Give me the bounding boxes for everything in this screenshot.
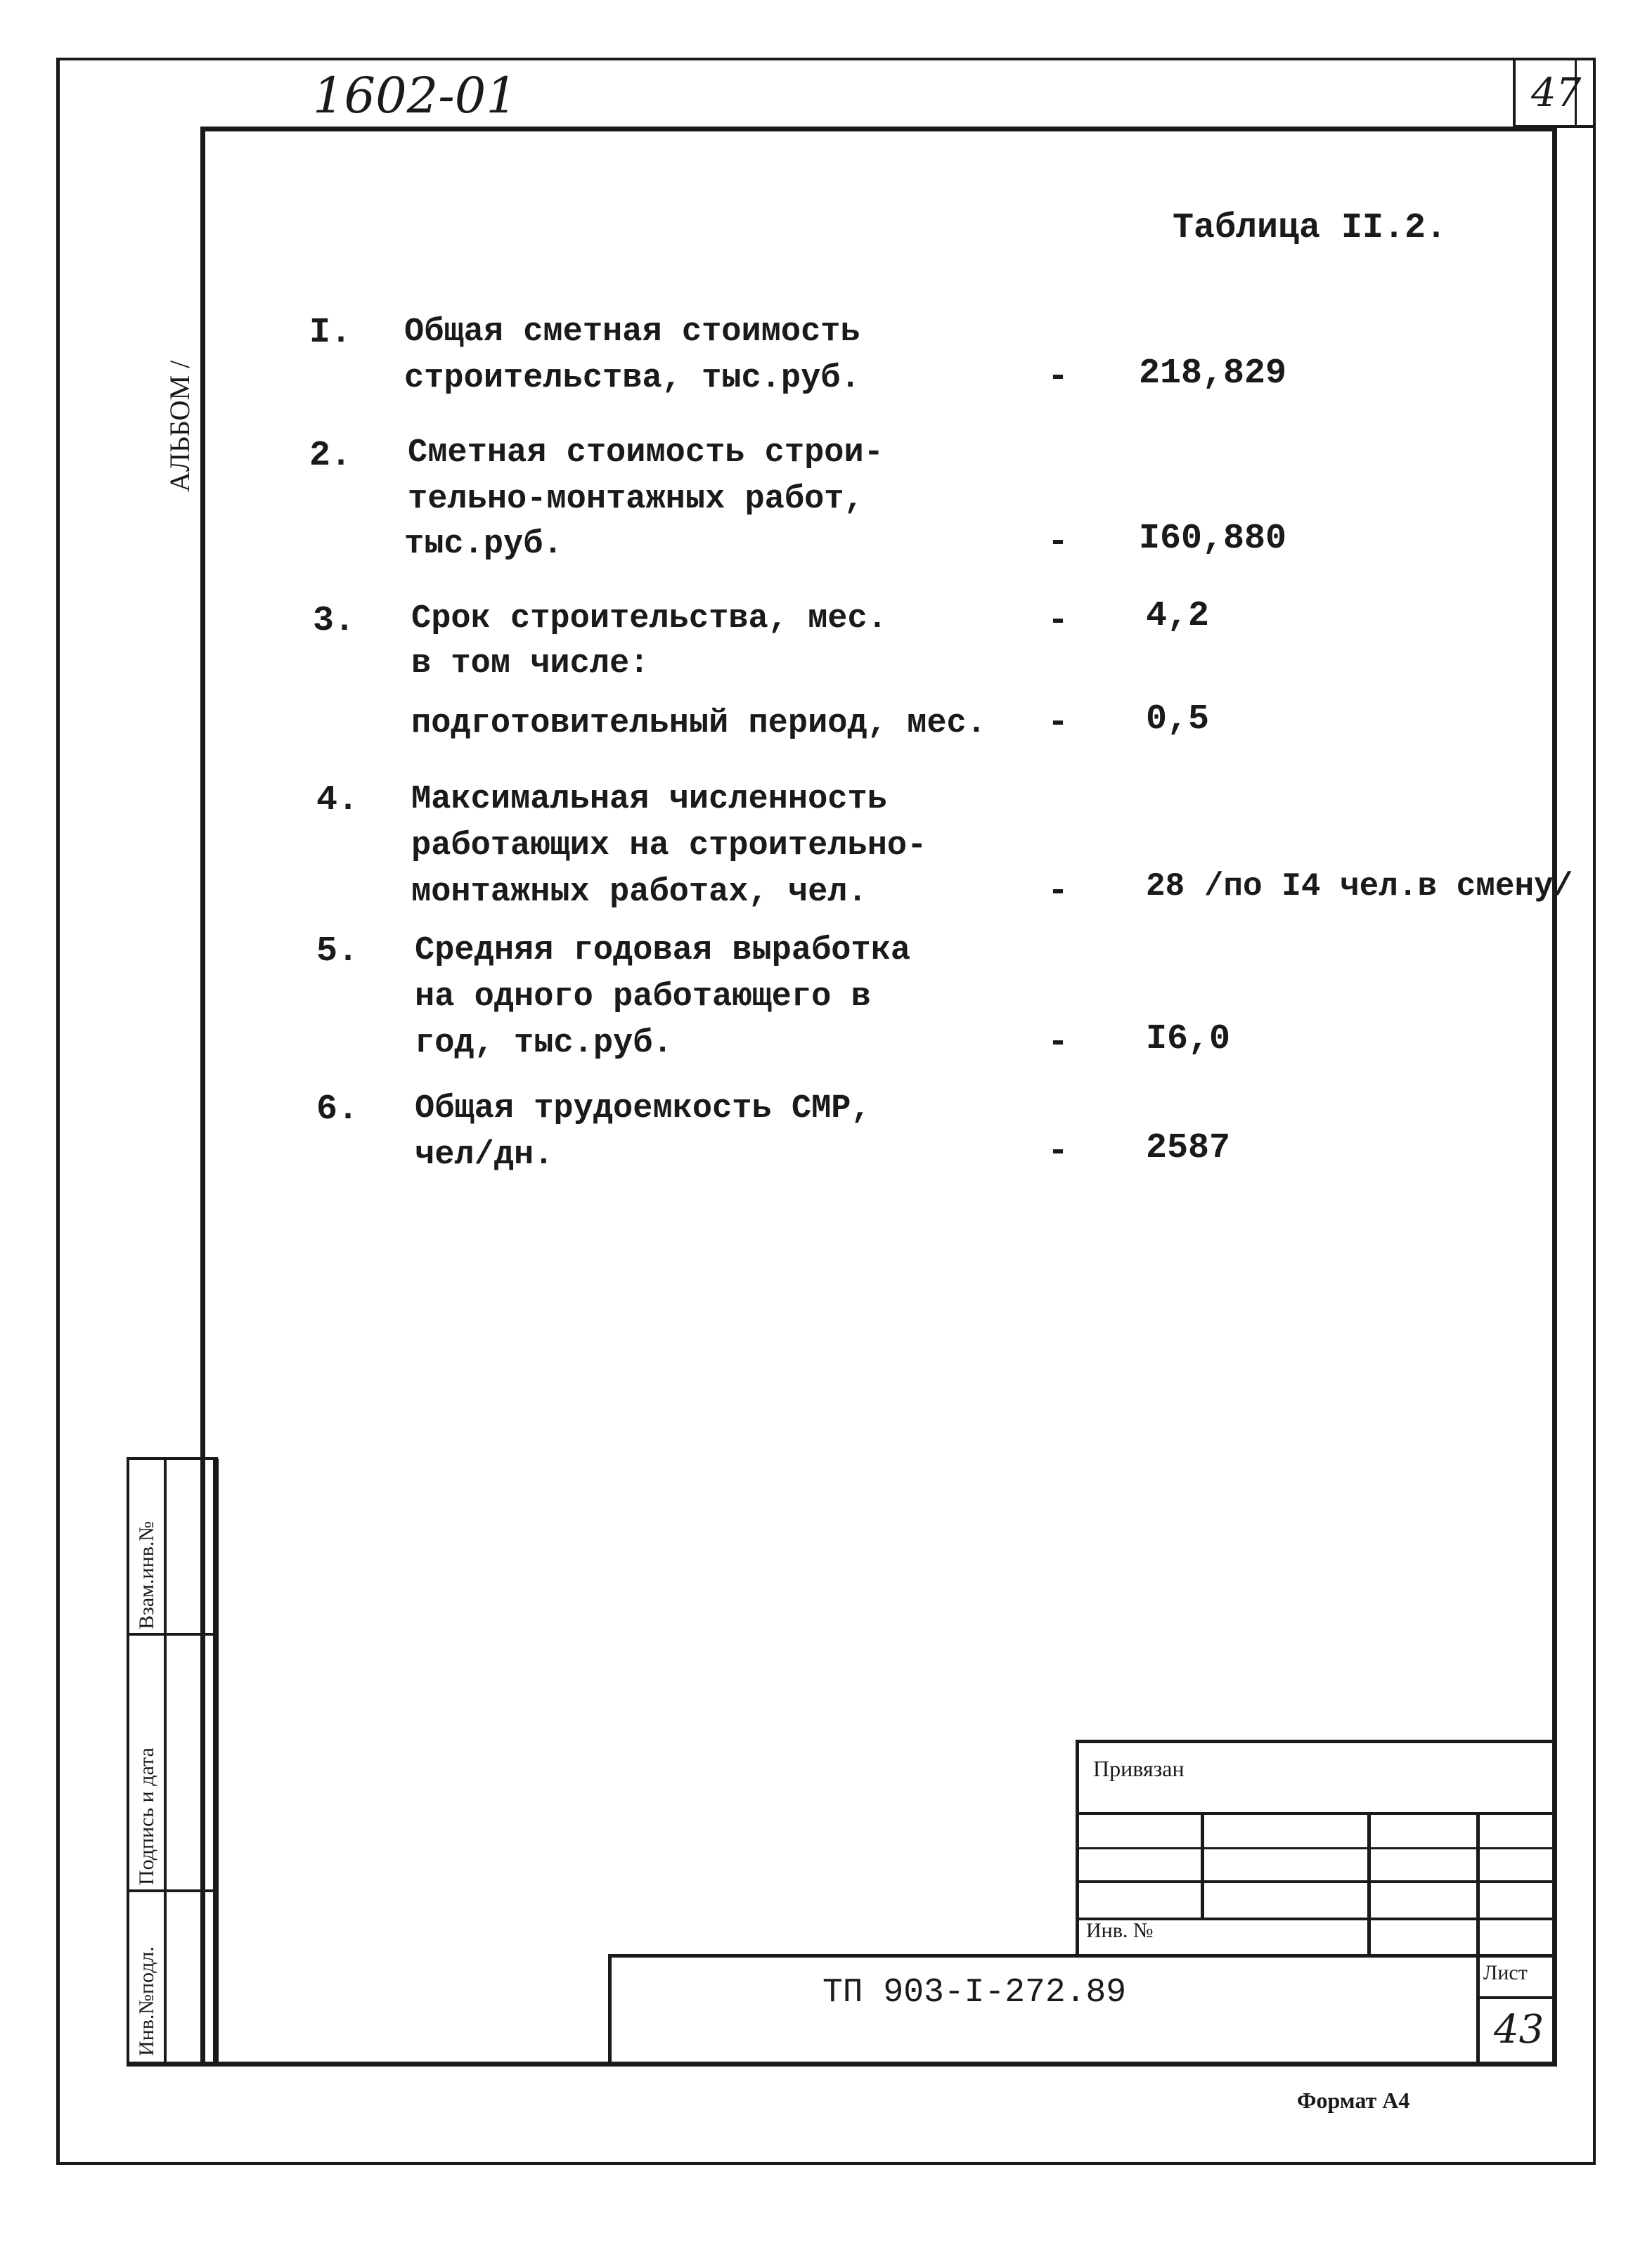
- handwritten-doc-code: 1602-01: [313, 67, 517, 124]
- handwritten-page-number: 47: [1531, 70, 1582, 116]
- item-2-dash: -: [1047, 522, 1069, 562]
- stamp-v3: [1476, 1812, 1480, 2062]
- title-block-doc-code: ТП 903-I-272.89: [822, 1974, 1127, 2012]
- item-5-line-1: Средняя годовая выработка: [415, 932, 911, 969]
- item-4-dash: -: [1047, 872, 1069, 912]
- item-3-number: 3.: [313, 601, 356, 641]
- side-stamp-inv-podl: Инв.№подл.: [135, 1946, 158, 2056]
- item-6-number: 6.: [316, 1090, 359, 1130]
- stamp-top: [1076, 1740, 1554, 1743]
- stamp-h3: [1076, 1880, 1554, 1883]
- side-stamp-top: [127, 1457, 218, 1460]
- item-2-number: 2.: [309, 436, 352, 476]
- title-block-list-divider: [1476, 1996, 1554, 1999]
- item-4-line-1: Максимальная численность: [411, 781, 887, 818]
- side-stamp-vzam-inv: Взам.инв.№: [135, 1520, 158, 1629]
- item-4-number: 4.: [316, 780, 359, 820]
- item-3-sub-line: подготовительный период, мес.: [411, 705, 986, 742]
- side-stamp-h1: [127, 1633, 218, 1636]
- album-label: АЛЬБОМ /: [164, 360, 195, 492]
- item-1-line-1: Общая сметная стоимость: [404, 313, 860, 351]
- side-stamp-line-3: [213, 1459, 219, 2067]
- item-6-line-1: Общая трудоемкость СМР,: [415, 1090, 871, 1127]
- item-2-line-3: тыс.руб.: [404, 526, 563, 563]
- side-stamp-h2: [127, 1889, 218, 1892]
- item-2-line-1: Сметная стоимость строи-: [408, 434, 884, 472]
- stamp-inv-no: Инв. №: [1086, 1919, 1154, 1942]
- stamp-h1: [1076, 1812, 1554, 1815]
- inner-frame-right: [1552, 127, 1557, 2067]
- item-1-dash: -: [1047, 357, 1069, 397]
- table-label: Таблица II.2.: [1173, 208, 1447, 248]
- title-block-top: [608, 1954, 1554, 1958]
- inner-frame-left: [200, 128, 205, 2067]
- outer-frame-left: [56, 58, 60, 2165]
- item-5-number: 5.: [316, 931, 359, 971]
- item-5-dash: -: [1047, 1023, 1069, 1063]
- item-3-line-1: Срок строительства, мес.: [411, 600, 887, 638]
- item-4-line-3: монтажных работах, чел.: [411, 874, 867, 911]
- side-stamp-podpis-data: Подпись и дата: [135, 1747, 158, 1885]
- title-block-left: [608, 1954, 612, 2063]
- item-1-number: I.: [309, 313, 352, 353]
- item-3-value: 4,2: [1146, 596, 1210, 636]
- outer-frame-bottom: [56, 2162, 1596, 2165]
- inner-frame-top: [200, 127, 1557, 131]
- item-1-line-2: строительства, тыс.руб.: [404, 360, 860, 397]
- item-4-line-2: работающих на строительно-: [411, 827, 927, 865]
- item-6-dash: -: [1047, 1132, 1069, 1172]
- stamp-h2: [1076, 1847, 1554, 1849]
- item-5-line-3: год, тыс.руб.: [415, 1025, 673, 1062]
- item-5-value: I6,0: [1146, 1019, 1231, 1059]
- item-6-value: 2587: [1146, 1128, 1231, 1168]
- page-box-left: [1513, 58, 1516, 128]
- outer-frame-top: [56, 58, 1596, 60]
- item-5-line-2: на одного работающего в: [415, 978, 871, 1016]
- side-stamp-line-1: [127, 1459, 129, 2067]
- outer-frame-right: [1593, 58, 1596, 2165]
- item-3-line-2: в том числе:: [411, 645, 650, 683]
- stamp-privyazan: Привязан: [1093, 1756, 1185, 1781]
- item-6-line-2: чел/дн.: [415, 1137, 554, 1174]
- title-block-list-label: Лист: [1483, 1961, 1528, 1984]
- item-4-value: 28 /по I4 чел.в смену/: [1146, 868, 1573, 905]
- item-2-line-2: тельно-монтажных работ,: [408, 481, 864, 518]
- item-3-dash: -: [1047, 601, 1069, 641]
- side-stamp-line-2: [164, 1459, 167, 2067]
- title-block-sheet-number: 43: [1494, 2007, 1544, 2052]
- item-3-sub-value: 0,5: [1146, 699, 1210, 739]
- stamp-v2: [1367, 1812, 1371, 1956]
- page-box-bottom: [1513, 125, 1596, 128]
- inner-frame-bottom: [127, 2062, 1557, 2067]
- item-2-value: I60,880: [1139, 519, 1287, 559]
- format-label: Формат А4: [1297, 2088, 1410, 2113]
- item-1-value: 218,829: [1139, 354, 1287, 394]
- item-3-sub-dash: -: [1047, 703, 1069, 743]
- stamp-v1: [1201, 1812, 1204, 1918]
